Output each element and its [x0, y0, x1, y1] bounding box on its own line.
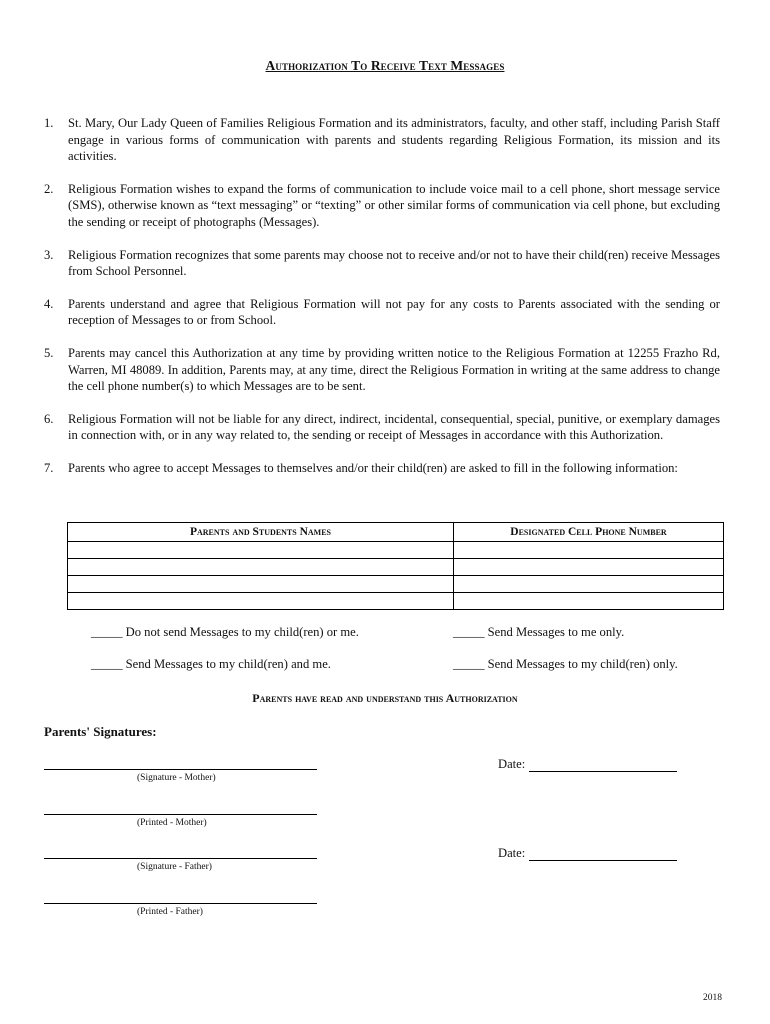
item-number: 6. [44, 411, 54, 426]
phone-cell[interactable] [454, 576, 724, 593]
item-number: 3. [44, 247, 54, 262]
table-row [68, 593, 724, 610]
option-child-only[interactable]: _____ Send Messages to my child(ren) only. [453, 657, 678, 671]
item-text: Religious Formation recognizes that some parents may choose not to receive and/or not to have their child(ren) receive Messages from School Personnel. [68, 247, 720, 279]
list-item [44, 296, 720, 329]
item-text: Religious Formation wishes to expand the forms of communication to include voice mail to a cell phone, short message service (SMS), otherwise known as “text messaging” or “texting” or other similar forms of communication via cell phone, but excluding the sending or receipt of photographs (Messages). [68, 181, 720, 229]
phone-cell[interactable] [454, 542, 724, 559]
table-header-row [68, 523, 724, 542]
option-child-and-me[interactable]: _____ Send Messages to my child(ren) and me. [91, 657, 331, 671]
name-cell[interactable] [68, 559, 454, 576]
contact-info-table [67, 522, 724, 610]
item-number: 5. [44, 345, 54, 360]
item-text: Parents understand and agree that Religious Formation will not pay for any costs to Parents associated with the sending or reception of Messages to or from School. [68, 296, 720, 328]
list-item [44, 460, 720, 477]
item-number: 7. [44, 460, 54, 475]
option-do-not-send[interactable]: _____ Do not send Messages to my child(ren) or me. [91, 625, 359, 639]
item-number: 2. [44, 181, 54, 196]
name-cell[interactable] [68, 576, 454, 593]
father-signature-caption: (Signature - Father) [137, 862, 212, 872]
date-label: Date: [498, 757, 526, 771]
option-me-only[interactable]: _____ Send Messages to me only. [453, 625, 625, 639]
father-printed-line[interactable] [44, 903, 317, 904]
mother-date-field[interactable] [498, 757, 677, 772]
document-title: Authorization To Receive Text Messages [265, 58, 505, 73]
date-label: Date: [498, 846, 526, 860]
item-text: Religious Formation will not be liable for any direct, indirect, incidental, consequential, special, punitive, or exemplary damages in connection with, or in any way related to, the sending or receipt of Messages in accordance with this Authorization. [68, 411, 720, 443]
date-line[interactable] [529, 848, 677, 861]
name-cell[interactable] [68, 542, 454, 559]
name-cell[interactable] [68, 593, 454, 610]
item-text: St. Mary, Our Lady Queen of Families Religious Formation and its administrators, faculty, and other staff, including Parish Staff engage in various forms of communication with parents and students regarding Religious Formation, its mission and its activities. [68, 116, 720, 164]
phone-column-header: Designated Cell Phone Number [454, 523, 724, 542]
table-row [68, 559, 724, 576]
list-item [44, 115, 720, 165]
footer-year: 2018 [703, 993, 722, 1003]
table-row [68, 576, 724, 593]
date-line[interactable] [529, 759, 677, 772]
authorization-terms-list [44, 115, 720, 493]
list-item [44, 181, 720, 231]
item-number: 1. [44, 116, 54, 130]
father-printed-caption: (Printed - Father) [137, 907, 203, 917]
signatures-heading: Parents' Signatures: [44, 724, 157, 739]
names-column-header: Parents and Students Names [68, 523, 454, 542]
mother-signature-caption: (Signature - Mother) [137, 773, 216, 783]
table-row [68, 542, 724, 559]
list-item [44, 247, 720, 280]
item-text: Parents who agree to accept Messages to themselves and/or their child(ren) are asked to fill in the following information: [68, 460, 678, 475]
mother-printed-line[interactable] [44, 814, 317, 815]
phone-cell[interactable] [454, 559, 724, 576]
phone-cell[interactable] [454, 593, 724, 610]
item-text: Parents may cancel this Authorization at any time by providing written notice to the Religious Formation at 12255 Frazho Rd, Warren, MI 48089. In addition, Parents may, at any time, direct the Religious Formation in writing at the same address to change the cell phone number(s) to which Messages are to be sent. [68, 345, 720, 394]
mother-printed-caption: (Printed - Mother) [137, 818, 207, 828]
item-number: 4. [44, 296, 54, 311]
acknowledgement-heading: Parents have read and understand this Authorization [252, 691, 518, 705]
father-signature-line[interactable] [44, 858, 317, 859]
father-date-field[interactable] [498, 846, 677, 861]
list-item [44, 345, 720, 395]
mother-signature-line[interactable] [44, 769, 317, 770]
list-item [44, 411, 720, 444]
